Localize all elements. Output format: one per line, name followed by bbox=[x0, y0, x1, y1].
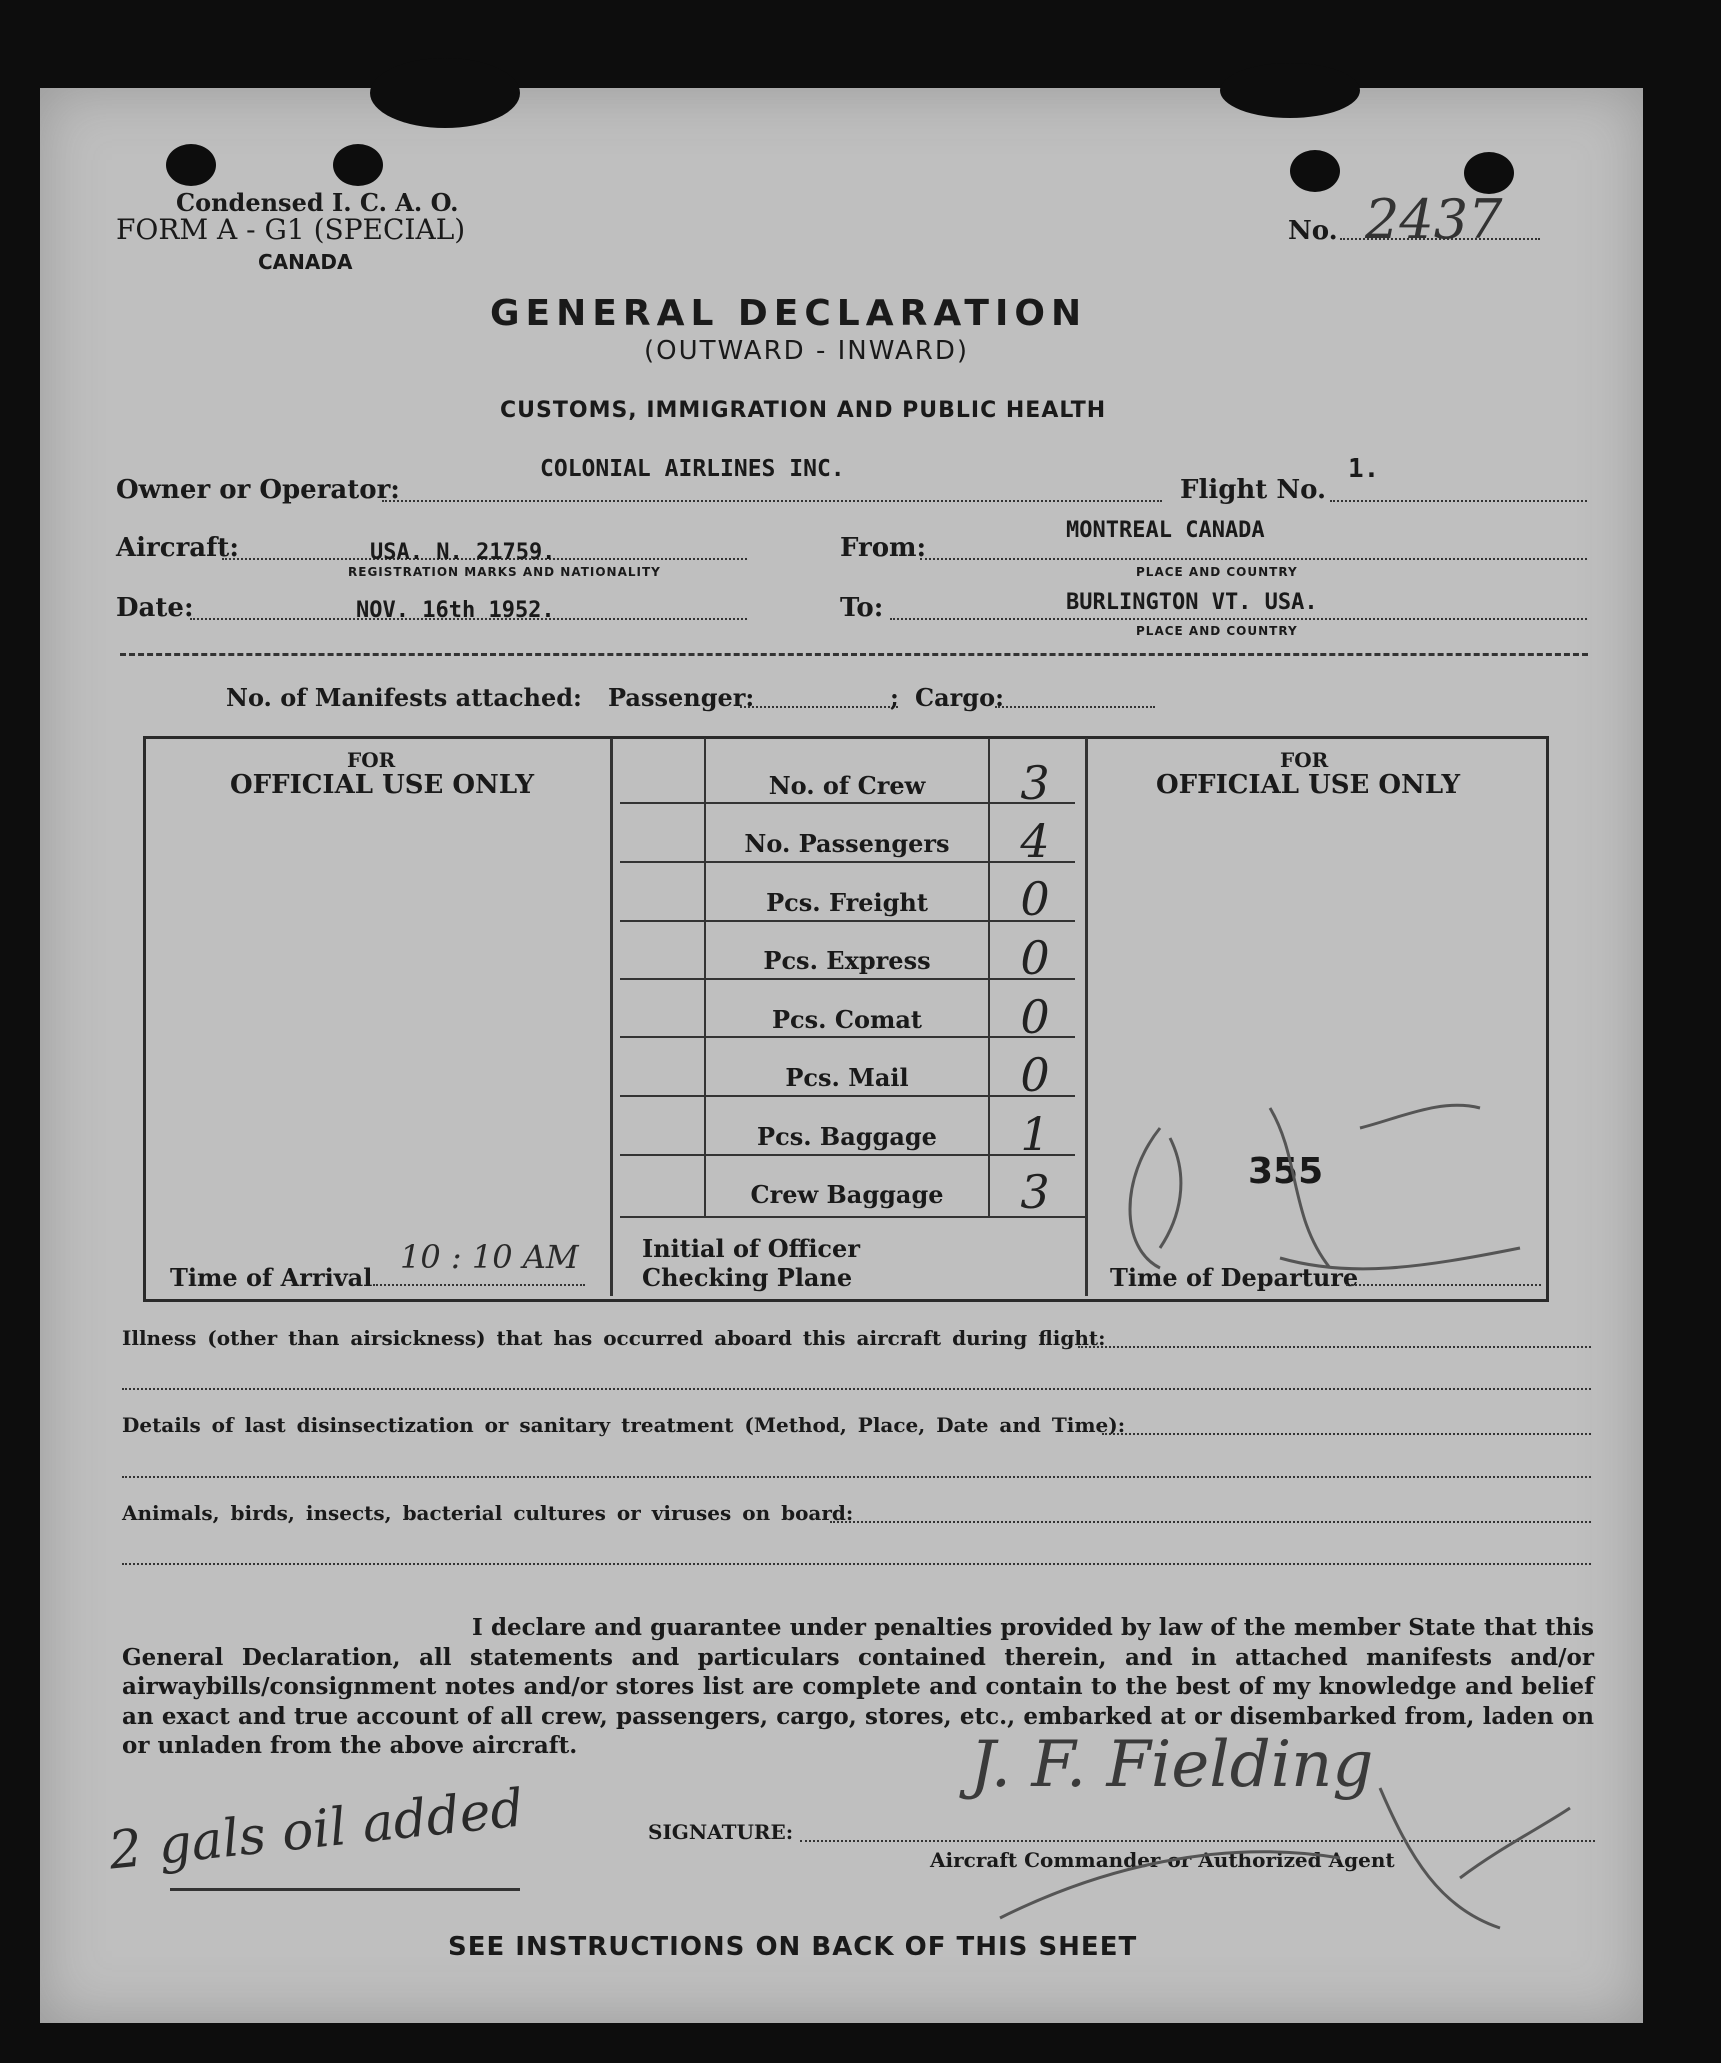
right-official-for: FOR bbox=[1280, 748, 1329, 772]
count-row-line bbox=[620, 1154, 1075, 1156]
form-line-2: FORM A - G1 (SPECIAL) bbox=[116, 213, 466, 246]
illness-label: Illness (other than airsickness) that has occurred aboard this aircraft during flight: bbox=[122, 1326, 1106, 1350]
count-row-line bbox=[620, 802, 1075, 804]
count-row-line bbox=[620, 978, 1075, 980]
to-caption: PLACE AND COUNTRY bbox=[1136, 624, 1298, 638]
from-value: MONTREAL CANADA bbox=[1066, 518, 1265, 543]
left-official-title: OFFICIAL USE ONLY bbox=[230, 770, 535, 800]
torn-edge bbox=[370, 58, 520, 128]
flight-label: Flight No. bbox=[1180, 475, 1327, 505]
owner-label: Owner or Operator: bbox=[116, 475, 400, 505]
table-divider bbox=[610, 738, 613, 1296]
count-row-line bbox=[620, 1095, 1075, 1097]
to-label: To: bbox=[840, 593, 884, 623]
from-caption: PLACE AND COUNTRY bbox=[1136, 565, 1298, 579]
from-line bbox=[920, 558, 1587, 560]
form-sheet bbox=[40, 88, 1643, 2023]
count-label-crew: No. of Crew bbox=[768, 771, 926, 800]
aircraft-caption: REGISTRATION MARKS AND NATIONALITY bbox=[348, 565, 661, 579]
disinsect-line-2 bbox=[122, 1476, 1591, 1478]
owner-value: COLONIAL AIRLINES INC. bbox=[540, 456, 845, 482]
animals-line-1 bbox=[830, 1521, 1591, 1523]
count-value-crew-baggage: 3 bbox=[1020, 1165, 1050, 1219]
table-divider bbox=[988, 738, 990, 1216]
number-value: 2437 bbox=[1365, 188, 1503, 251]
count-label-crew-baggage: Crew Baggage bbox=[750, 1180, 944, 1209]
torn-edge bbox=[1220, 63, 1360, 118]
right-official-title: OFFICIAL USE ONLY bbox=[1156, 770, 1461, 800]
count-value-baggage: 1 bbox=[1020, 1107, 1050, 1161]
initial-officer-line2: Checking Plane bbox=[642, 1263, 853, 1292]
count-label-freight: Pcs. Freight bbox=[766, 888, 928, 917]
flight-value: 1. bbox=[1348, 454, 1380, 484]
punch-hole bbox=[166, 144, 216, 186]
oil-note-underline bbox=[170, 1888, 520, 1891]
table-divider bbox=[1085, 738, 1088, 1296]
owner-line bbox=[382, 500, 1162, 502]
from-label: From: bbox=[840, 533, 927, 563]
arrival-line bbox=[373, 1284, 585, 1286]
date-value: NOV. 16th 1952. bbox=[356, 598, 555, 623]
signature-flourish bbox=[980, 1768, 1600, 1948]
signature-label: SIGNATURE: bbox=[648, 1820, 794, 1844]
animals-line-2 bbox=[122, 1563, 1591, 1565]
left-official-for: FOR bbox=[347, 748, 396, 772]
count-value-mail: 0 bbox=[1020, 1048, 1050, 1102]
to-value: BURLINGTON VT. USA. bbox=[1066, 590, 1318, 615]
aircraft-value: USA. N. 21759. bbox=[370, 540, 556, 565]
manifests-label: No. of Manifests attached: bbox=[226, 683, 582, 712]
count-label-comat: Pcs. Comat bbox=[771, 1005, 923, 1034]
arrival-value: 10 : 10 AM bbox=[400, 1238, 579, 1276]
handwritten-oil-note: 2 gals oil added bbox=[106, 1778, 527, 1882]
count-row-line bbox=[620, 920, 1075, 922]
disinsect-line-1 bbox=[1102, 1433, 1591, 1435]
form-line-1: Condensed I. C. A. O. bbox=[176, 188, 459, 217]
count-label-mail: Pcs. Mail bbox=[785, 1063, 909, 1092]
flight-line bbox=[1330, 500, 1587, 502]
count-value-passengers: 4 bbox=[1020, 814, 1050, 868]
pencil-scribble bbox=[1100, 1098, 1560, 1288]
footer-instructions: SEE INSTRUCTIONS ON BACK OF THIS SHEET bbox=[448, 1932, 1138, 1962]
date-label: Date: bbox=[116, 593, 194, 623]
arrival-label: Time of Arrival bbox=[170, 1263, 373, 1292]
signature-caption: Aircraft Commander or Authorized Agent bbox=[930, 1848, 1395, 1872]
manifest-separator: ; bbox=[890, 683, 899, 712]
punch-hole bbox=[1290, 150, 1340, 192]
illness-line-2 bbox=[122, 1388, 1591, 1390]
passenger-manifest-label: Passenger: bbox=[608, 683, 755, 712]
cargo-manifest-label: Cargo: bbox=[915, 683, 1004, 712]
subject-heading: CUSTOMS, IMMIGRATION AND PUBLIC HEALTH bbox=[500, 398, 1107, 423]
punch-hole bbox=[333, 144, 383, 186]
count-value-comat: 0 bbox=[1020, 990, 1050, 1044]
illness-line-1 bbox=[1078, 1346, 1591, 1348]
signature-handwriting: J. F. Fielding bbox=[970, 1728, 1374, 1802]
number-label: No. bbox=[1288, 216, 1338, 246]
count-value-express: 0 bbox=[1020, 931, 1050, 985]
to-line bbox=[890, 618, 1587, 620]
count-value-freight: 0 bbox=[1020, 872, 1050, 926]
count-label-baggage: Pcs. Baggage bbox=[757, 1122, 937, 1151]
page-title: GENERAL DECLARATION bbox=[490, 293, 1088, 334]
page-subtitle: (OUTWARD - INWARD) bbox=[644, 336, 970, 366]
passenger-manifest-line bbox=[740, 706, 898, 708]
animals-label: Animals, birds, insects, bacterial cultures or viruses on board: bbox=[122, 1501, 854, 1525]
aircraft-label: Aircraft: bbox=[116, 533, 239, 563]
stamp-number: 355 bbox=[1248, 1151, 1324, 1192]
table-divider bbox=[704, 738, 706, 1216]
declaration-text: I declare and guarantee under penalties provided by law of the member State that this General Declaration, all statements and particulars contained therein, and in attached manifests and/or airwaybills/consignment notes and/or stores list are complete and contain to the best of my knowledge and belief an exact and true account of all crew, passengers, cargo, stores, etc., embarked at or disembarked from, laden on or unladen from the above aircraft. bbox=[122, 1614, 1594, 1759]
count-row-line bbox=[620, 861, 1075, 863]
initial-officer-line1: Initial of Officer bbox=[642, 1234, 860, 1263]
count-label-express: Pcs. Express bbox=[763, 946, 931, 975]
header-divider bbox=[120, 653, 1588, 656]
count-label-passengers: No. Passengers bbox=[744, 829, 950, 858]
cargo-manifest-line bbox=[995, 706, 1155, 708]
disinsect-label: Details of last disinsectization or sanitary treatment (Method, Place, Date and Time): bbox=[122, 1413, 1126, 1437]
count-row-line bbox=[620, 1036, 1075, 1038]
count-value-crew: 3 bbox=[1020, 756, 1050, 810]
form-line-3: CANADA bbox=[258, 250, 353, 274]
departure-label: Time of Departure bbox=[1110, 1263, 1359, 1292]
